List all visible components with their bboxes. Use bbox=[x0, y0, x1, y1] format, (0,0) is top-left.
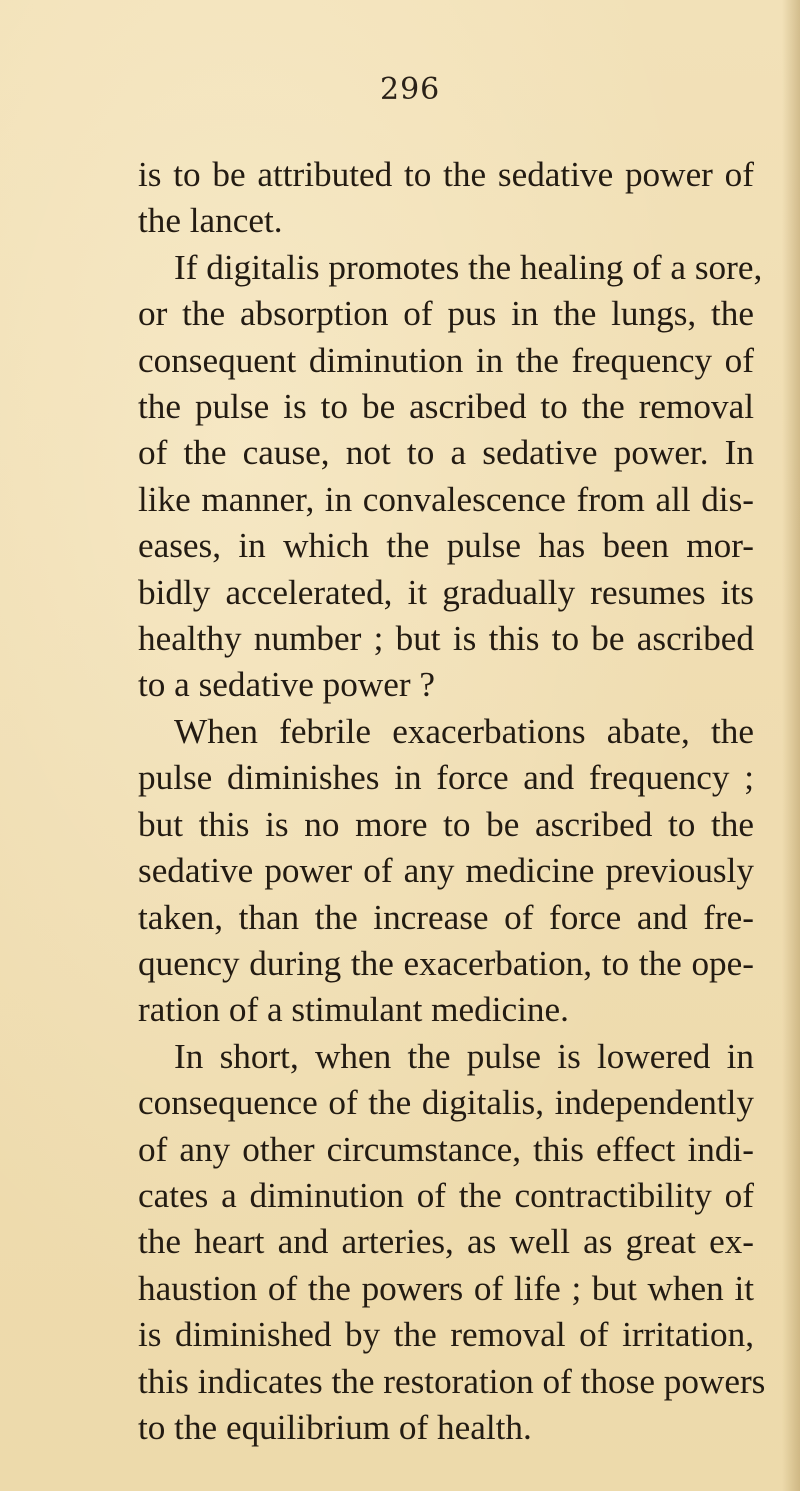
text-line: cates a diminution of the contractibility of bbox=[138, 1175, 754, 1215]
text-line: quency during the exacerbation, to the ope- bbox=[138, 943, 754, 983]
text-line: the pulse is to be ascribed to the removal bbox=[138, 387, 754, 427]
paragraph-start-line: When febrile exacerbations abate, the bbox=[174, 711, 754, 751]
page-number: 296 bbox=[380, 72, 441, 107]
text-line: pulse diminishes in force and frequency ; bbox=[138, 758, 754, 798]
text-line: taken, than the increase of force and fre- bbox=[138, 897, 754, 937]
text-line: like manner, in convalescence from all dis- bbox=[138, 479, 754, 519]
text-line: of any other circumstance, this effect indi- bbox=[138, 1129, 754, 1169]
text-line: this indicates the restoration of those powers bbox=[138, 1361, 766, 1401]
body-text bbox=[138, 152, 766, 1451]
text-line: the heart and arteries, as well as great ex- bbox=[138, 1222, 754, 1262]
text-line: ration of a stimulant medicine. bbox=[138, 990, 569, 1030]
text-line: the lancet. bbox=[138, 201, 283, 241]
text-line: healthy number ; but is this to be ascribed bbox=[138, 619, 754, 659]
text-line: consequent diminution in the frequency of bbox=[138, 340, 754, 380]
text-line: to a sedative power ? bbox=[138, 665, 436, 705]
text-line: sedative power of any medicine previously bbox=[138, 851, 754, 891]
text-line: is diminished by the removal of irritation, bbox=[138, 1315, 754, 1355]
text-line: is to be attributed to the sedative power of bbox=[138, 155, 754, 194]
paragraph-start-line: If digitalis promotes the healing of a sore, bbox=[174, 247, 763, 287]
text-line: consequence of the digitalis, independently bbox=[138, 1083, 754, 1123]
text-line: of the cause, not to a sedative power. In bbox=[138, 433, 754, 473]
text-line: or the absorption of pus in the lungs, the bbox=[138, 294, 754, 334]
paragraph-start-line: In short, when the pulse is lowered in bbox=[174, 1036, 754, 1076]
text-line: eases, in which the pulse has been mor- bbox=[138, 526, 754, 566]
text-line: to the equilibrium of health. bbox=[138, 1407, 532, 1447]
text-line: but this is no more to be ascribed to the bbox=[138, 804, 754, 844]
text-line: bidly accelerated, it gradually resumes its bbox=[138, 572, 754, 612]
page-edge-shadow bbox=[782, 0, 800, 1491]
text-line: haustion of the powers of life ; but when it bbox=[138, 1268, 754, 1308]
